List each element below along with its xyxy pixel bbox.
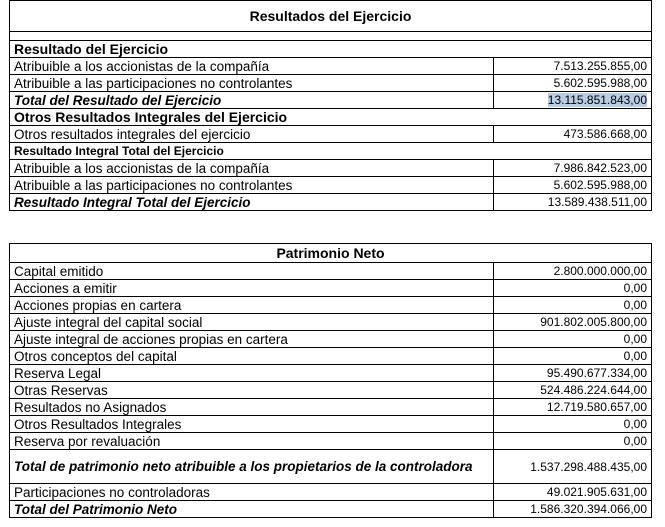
- row-value: 12.719.580.657,00: [494, 399, 652, 416]
- patrimonio-table: [9, 243, 652, 518]
- row-value: 1.586.320.394.066,00: [494, 501, 652, 518]
- selected-cell-text[interactable]: 13.115.851.843,00: [547, 93, 647, 107]
- row-label: Otros resultados integrales del ejercicio: [10, 126, 494, 143]
- row-value: 95.490.677.334,00: [494, 365, 652, 382]
- row-value: 0,00: [494, 433, 652, 450]
- table-row: [10, 348, 652, 365]
- row-label: Otros Resultados Integrales: [10, 416, 494, 433]
- row-label: Resultados no Asignados: [10, 399, 494, 416]
- table-row: [10, 263, 652, 280]
- row-value: 13.589.438.511,00: [494, 194, 652, 211]
- table-row: [10, 280, 652, 297]
- table-row: [10, 58, 652, 75]
- row-value: 0,00: [494, 416, 652, 433]
- section-resultado-ejercicio: Resultado del Ejercicio: [10, 41, 652, 58]
- row-value-selected[interactable]: [494, 92, 652, 109]
- row-label: Reserva por revaluación: [10, 433, 494, 450]
- row-label: Resultado Integral Total del Ejercicio: [10, 194, 494, 211]
- row-label: Acciones propias en cartera: [10, 297, 494, 314]
- row-value: 7.986.842.523,00: [494, 160, 652, 177]
- table-row: [10, 177, 652, 194]
- table-row: [10, 399, 652, 416]
- table-row: [10, 433, 652, 450]
- row-value: 0,00: [494, 348, 652, 365]
- table-row: [10, 450, 652, 484]
- table-row: [10, 297, 652, 314]
- row-label: Participaciones no controladoras: [10, 484, 494, 501]
- row-value: 5.602.595.988,00: [494, 177, 652, 194]
- table-row: [10, 194, 652, 211]
- row-label: Atribuible a los accionistas de la compañía: [10, 160, 494, 177]
- section-resultado-integral: Resultado Integral Total del Ejercicio: [10, 143, 652, 160]
- row-value: 2.800.000.000,00: [494, 263, 652, 280]
- row-value: 5.602.595.988,00: [494, 75, 652, 92]
- row-label: Ajuste integral del capital social: [10, 314, 494, 331]
- row-value: 49.021.905.631,00: [494, 484, 652, 501]
- row-label: Otros conceptos del capital: [10, 348, 494, 365]
- table-row: [10, 331, 652, 348]
- table-row: [10, 416, 652, 433]
- row-label: Total del Patrimonio Neto: [10, 501, 494, 518]
- resultados-table: [9, 0, 652, 211]
- row-label: Capital emitido: [10, 263, 494, 280]
- row-value: 7.513.255.855,00: [494, 58, 652, 75]
- row-label: Otras Reservas: [10, 382, 494, 399]
- row-value: 901.802.005.800,00: [494, 314, 652, 331]
- table-row: [10, 365, 652, 382]
- row-label: Ajuste integral de acciones propias en cartera: [10, 331, 494, 348]
- section-otros-resultados: Otros Resultados Integrales del Ejercicio: [10, 109, 652, 126]
- table-row: [10, 92, 652, 109]
- table-row: [10, 314, 652, 331]
- table-row: [10, 501, 652, 518]
- table-row: [10, 160, 652, 177]
- table-row: [10, 75, 652, 92]
- row-value: 1.537.298.488.435,00: [494, 450, 652, 484]
- row-label: Atribuible a los accionistas de la compañía: [10, 58, 494, 75]
- row-value: 0,00: [494, 297, 652, 314]
- row-value: 473.586.668,00: [494, 126, 652, 143]
- row-label: Total del Resultado del Ejercicio: [10, 92, 494, 109]
- row-label: Total de patrimonio neto atribuible a los propietarios de la controladora: [10, 450, 494, 484]
- row-value: 0,00: [494, 331, 652, 348]
- resultados-title: Resultados del Ejercicio: [10, 1, 652, 32]
- row-value: 524.486.224.644,00: [494, 382, 652, 399]
- row-label: Atribuible a las participaciones no controlantes: [10, 177, 494, 194]
- row-label: Acciones a emitir: [10, 280, 494, 297]
- table-row: [10, 484, 652, 501]
- table-row: [10, 126, 652, 143]
- row-label: Atribuible a las participaciones no controlantes: [10, 75, 494, 92]
- patrimonio-title: Patrimonio Neto: [10, 244, 652, 263]
- row-label: Reserva Legal: [10, 365, 494, 382]
- table-row: [10, 382, 652, 399]
- row-value: 0,00: [494, 280, 652, 297]
- spacer-row: [10, 32, 652, 41]
